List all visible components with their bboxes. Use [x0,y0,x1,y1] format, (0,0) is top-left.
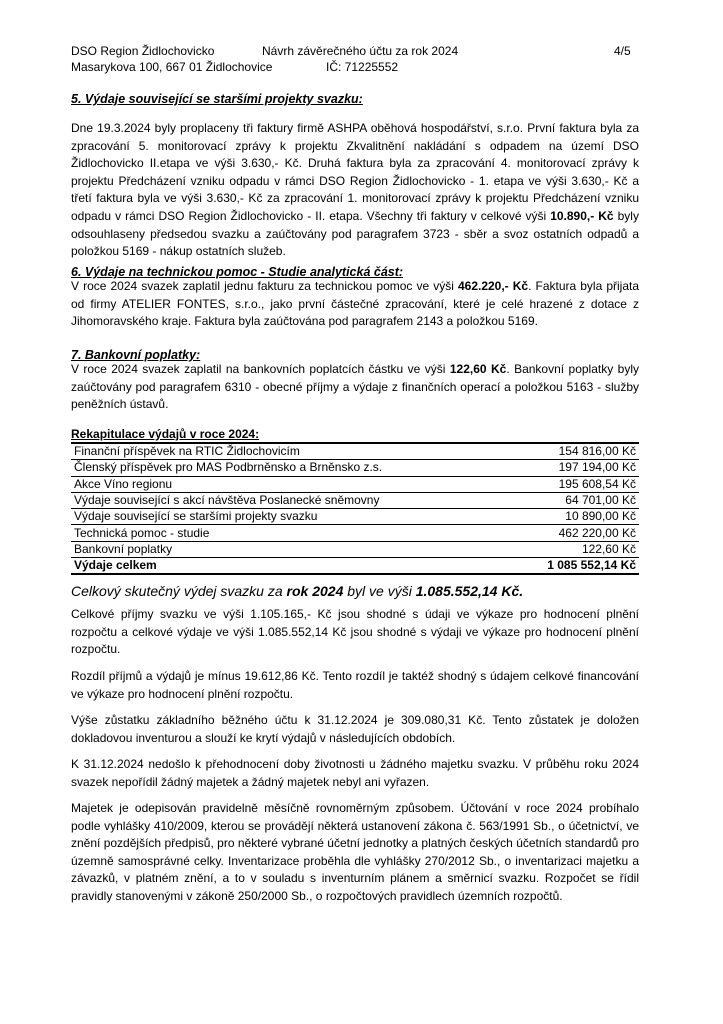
header-address: Masarykova 100, 667 01 Židlochovice [71,60,273,74]
table-row [71,492,639,508]
row-label: Akce Víno regionu [71,476,507,492]
row-value: 64 701,00 Kč [507,492,639,508]
summary-text-c: byl ve výši [343,583,416,599]
row-label: Výdaje související s akcí návštěva Poslanecké sněmovny [71,492,507,508]
paragraph-account-balance: Výše zůstatku základního běžného účtu k 31.12.2024 je 309.080,31 Kč. Tento zůstatek je doložen dokladovou inventurou a slouží ke krytí výdajů v následujících obdobích. [71,713,639,745]
section-7-text-a: V roce 2024 svazek zaplatil na bankovních poplatcích částku ve výši [71,362,450,376]
section-6-text-a: V roce 2024 svazek zaplatil jednu fakturu za technickou pomoc ve výši [71,279,458,293]
row-value: 154 816,00 Kč [507,443,639,460]
row-value: 195 608,54 Kč [507,476,639,492]
recap-table [71,442,639,575]
row-label: Členský příspěvek pro MAS Podbrněnsko a Brněnsko z.s. [71,460,507,476]
table-row [71,509,639,525]
paragraph-asset-revaluation: K 31.12.2024 nedošlo k přehodnocení doby životnosti u žádného majetku svazku. V průběhu roku 2024 svazek nepořídil žádný majetek a žádný majetek nebyl ani vyřazen. [71,757,639,789]
table-row [71,476,639,492]
summary-year: rok 2024 [286,583,344,599]
section-5-amount: 10.890,- Kč [550,208,614,223]
section-5-paragraph [71,120,639,261]
section-6-text-b: . Faktura byla přijata od firmy ATELIER FONTES, s.r.o., jako první částečné zpracování, které je celé hrazené z dotace z Jihomoravského kraje. Faktura byla zaúčtována pod paragrafem 2143 a položkou 5169. [71,279,639,329]
row-label: Finanční příspěvek na RTIC Židlochovicím [71,443,507,460]
section-6-paragraph [71,278,639,331]
header-ico: IČ: 71225552 [326,60,399,74]
section-5-heading: 5. Výdaje související se staršími projekty svazku: [71,92,363,106]
row-value: 197 194,00 Kč [507,460,639,476]
row-label: Bankovní poplatky [71,541,507,557]
table-row [71,541,639,557]
table-row [71,460,639,476]
table-row [71,443,639,460]
row-label: Výdaje související se staršími projekty svazku [71,509,507,525]
header-org: DSO Region Židlochovicko [71,44,215,58]
header-page-number: 4/5 [614,44,631,58]
row-value: 462 220,00 Kč [507,525,639,541]
table-row [71,525,639,541]
table-total-row [71,558,639,575]
section-5-text-a: Dne 19.3.2024 byly proplaceny tři faktury firmě ASHPA oběhová hospodářství, s.r.o. První faktura byla za zpracování 5. monitorovací zprávy k projektu Zkvalitnění nakládání s odpadem na území DSO Židlochovicko II.etapa ve výši 3.630,- Kč. Druhá faktura byla za zpracování 4. monitorovací zprávy k projektu Předcházení vzniku odpadu v rámci DSO Region Židlochovicko - 1. etapa ve výši 3.630,- Kč a třetí faktura byla ve výši 3.630,- Kč za zpracování 1. monitorovací zprávy k projektu Předcházení vzniku odpadu v rámci DSO Region Židlochovicko - II. etapa. Všechny tři faktury v celkové výši [71,121,639,223]
paragraph-depreciation: Majetek je odepisován pravidelně měsíčně rovnoměrným způsobem. Účtování v roce 2024 probíhalo podle vyhlášky 410/2009, kterou se provádějí některá ustanovení zákona č. 563/1991 Sb., o účetnictví, ve znění pozdějších předpisů, pro některé vybrané účetní jednotky a platných českých účetních standardů pro územně samosprávné celky. Inventarizace proběhla dle vyhlášky 270/2012 Sb., o inventarizaci majetku a závazků, v platném znění, a to v souladu s inventurním plánem a směrnicí svazku. Rozpočet se řídil pravidly stanovenými v zákoně 250/2000 Sb., o rozpočtových pravidlech územních rozpočtů. [71,801,639,903]
summary-amount: 1.085.552,14 Kč. [415,583,524,599]
section-7-amount: 122,60 Kč [449,362,507,376]
summary-text-a: Celkový skutečný výdej svazku za [71,583,287,599]
total-value: 1 085 552,14 Kč [507,558,639,575]
paragraph-income-expense: Celkové příjmy svazku ve výši 1.105.165,- Kč jsou shodné s údaji ve výkaze pro hodnocení plnění rozpočtu a celkové výdaje ve výši 1.085.552,14 Kč jsou shodné s výdaji ve výkaze pro hodnocení plnění rozpočtu. [71,607,639,657]
total-label: Výdaje celkem [71,558,507,575]
section-6-amount: 462.220,- Kč [457,279,529,293]
section-7-paragraph [71,361,639,414]
header-doc-title: Návrh závěrečného účtu za rok 2024 [262,44,459,58]
row-value: 122,60 Kč [507,541,639,557]
paragraph-difference: Rozdíl příjmů a výdajů je mínus 19.612,86 Kč. Tento rozdíl je taktéž shodný s údajem celkové financování ve výkaze pro hodnocení plnění rozpočtu. [71,669,639,701]
section-6-heading: 6. Výdaje na technickou pomoc - Studie analytická část: [71,265,404,279]
section-5-text-b: byly odsouhlaseny předsedou svazku a zaúčtovány pod paragrafem 3723 - sběr a svoz ostatních odpadů a položkou 5169 - nákup ostatních služeb. [71,208,639,259]
section-7-text-b: . Bankovní poplatky byly zaúčtovány pod paragrafem 6310 - obecné příjmy a výdaje z finančních operací a položkou 5163 - služby peněžních ústavů. [71,362,639,412]
row-label: Technická pomoc - studie [71,525,507,541]
section-7-heading: 7. Bankovní poplatky: [71,348,201,362]
row-value: 10 890,00 Kč [507,509,639,525]
recap-table-title: Rekapitulace výdajů v roce 2024: [71,427,260,441]
total-expense-summary [71,583,523,599]
